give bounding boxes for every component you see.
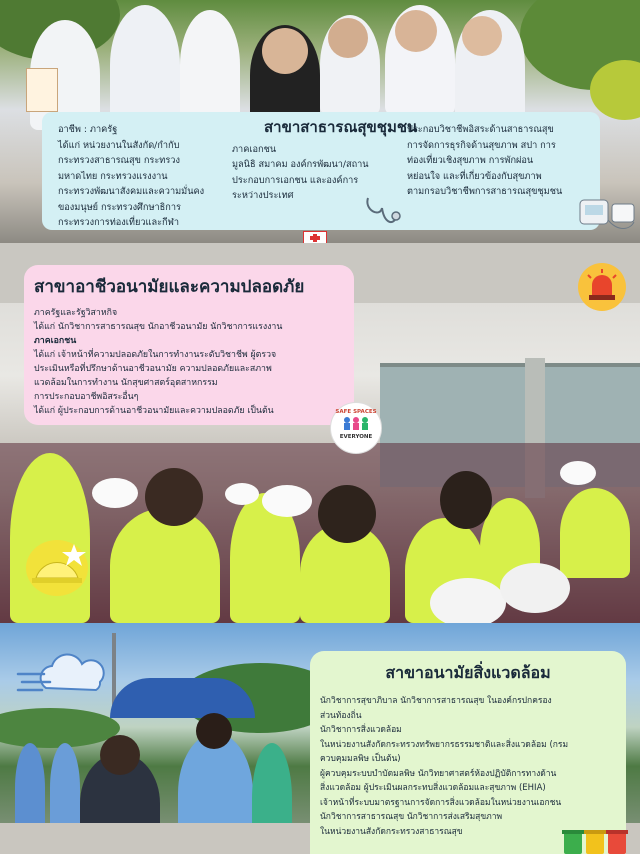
environmental-health-title: สาขาอนามัยสิ่งแวดล้อม <box>385 663 551 682</box>
text-line: ในหน่วยงานสังกัดกระทรวงทรัพยากรธรรมชาติและสิ่งแวดล้อม (กรม <box>320 739 569 750</box>
text-line: กระทรวงสาธารณสุข กระทรวง <box>58 155 180 166</box>
occupational-health-title: สาขาอาชีวอนามัยและความปลอดภัย <box>34 277 305 297</box>
text-line: มูลนิธิ สมาคม องค์กรพัฒนา/สถาน <box>232 159 369 170</box>
text-line: แวดล้อมในการทำงาน นักสุขศาสตร์อุตสาหกรรม <box>34 378 218 388</box>
public-health-column-3 <box>407 122 597 200</box>
text-line: นักวิชาการสุขาภิบาล นักวิชาการสาธารณสุข ในองค์กรปกครอง <box>320 696 552 706</box>
text-line: ภาคเอกชน <box>232 143 277 155</box>
text-line: ส่วนท้องถิ่น <box>320 710 362 721</box>
blood-pressure-monitor-icon <box>578 196 638 236</box>
text-line: กระทรวงการท่องเที่ยวและกีฬา <box>58 217 180 228</box>
text-line: ประเมินหรือที่ปรึกษาด้านอาชีวอนามัย ความปลอดภัยและสภาพ <box>34 364 272 374</box>
text-line: ภาครัฐและรัฐวิสาหกิจ <box>34 308 118 318</box>
public-health-card <box>42 112 600 230</box>
text-line: ได้แก่ นักวิชาการสาธารณสุข นักอาชีวอนามัย นักวิชาการแรงงาน <box>34 322 283 332</box>
hard-hat-icon <box>26 540 88 596</box>
public-health-column-1 <box>58 122 238 231</box>
text-line: ได้แก่ หน่วยงานในสังกัด/กำกับ <box>58 139 180 151</box>
text-line: เจ้าหน้าที่ระบบมาตรฐานการจัดการสิ่งแวดล้อมในหน่วยงานเอกชน <box>320 797 562 808</box>
text-line: ได้แก่ เจ้าหน้าที่ความปลอดภัยในการทำงานระดับวิชาชีพ ผู้ตรวจ <box>34 350 277 360</box>
text-line: มหาดไทย กระทรวงแรงงาน <box>58 170 168 182</box>
text-line: ได้แก่ ผู้ประกอบการด้านอาชีวอนามัยและความปลอดภัย เป็นต้น <box>34 406 274 416</box>
occupational-health-card <box>24 265 354 425</box>
text-line: ควบคุมมลพิษ เป็นต้น) <box>320 754 401 764</box>
alarm-siren-icon <box>578 263 626 311</box>
text-line: ในหน่วยงานสังกัดกระทรวงสาธารณสุข <box>320 826 463 837</box>
badge-text: SAFE SPACES <box>335 409 377 415</box>
recycle-bins-icon <box>562 828 628 854</box>
text-line: สิ่งแวดล้อม ผู้ประเมินผลกระทบสิ่งแวดล้อมและสุขภาพ (EHIA) <box>320 783 546 793</box>
text-line: การประกอบอาชีพอิสระอื่นๆ <box>34 392 139 402</box>
text-line: ของมนุษย์ กระทรวงศึกษาธิการ <box>58 201 181 213</box>
badge-text: EVERYONE <box>339 434 373 440</box>
text-line: กระทรวงพัฒนาสังคมและความมั่นคง <box>58 186 205 197</box>
text-line-heading: ภาคเอกชน <box>34 336 77 346</box>
public-health-title: สาขาสาธารณสุขชุมชน <box>264 118 418 136</box>
text-line: นักวิชาการสาธารณสุข นักวิชาการส่งเสริมสุขภาพ <box>320 812 503 822</box>
certificate-card <box>26 68 58 112</box>
safe-spaces-badge <box>330 402 382 454</box>
text-line: ผู้ควบคุมระบบบำบัดมลพิษ นักวิทยาศาสตร์ห้องปฏิบัติการทางด้าน <box>320 768 557 779</box>
public-health-column-2 <box>232 120 422 204</box>
text-line: ประกอบวิชาชีพอิสระด้านสาธารณสุข <box>407 124 554 135</box>
umbrella <box>110 678 255 718</box>
wind-cloud-icon <box>16 652 112 698</box>
environmental-health-card <box>310 651 626 854</box>
people-icon <box>339 416 373 430</box>
text-line: ตามกรอบวิชาชีพการสาธารณสุขชุมชน <box>407 186 563 197</box>
text-line: อาชีพ : ภาครัฐ <box>58 124 118 135</box>
text-line: การจัดการธุรกิจด้านสุขภาพ สปา การ <box>407 139 556 151</box>
text-line: ระหว่างประเทศ <box>232 190 294 201</box>
text-line: ท่องเที่ยวเชิงสุขภาพ การพักผ่อน <box>407 155 534 166</box>
text-line: หย่อนใจ และที่เกี่ยวข้องกับสุขภาพ <box>407 170 542 182</box>
stethoscope-icon <box>362 196 402 230</box>
text-line: ประกอบการเอกชน และองค์การ <box>232 174 359 186</box>
text-line: นักวิชาการสิ่งแวดล้อม <box>320 725 402 735</box>
